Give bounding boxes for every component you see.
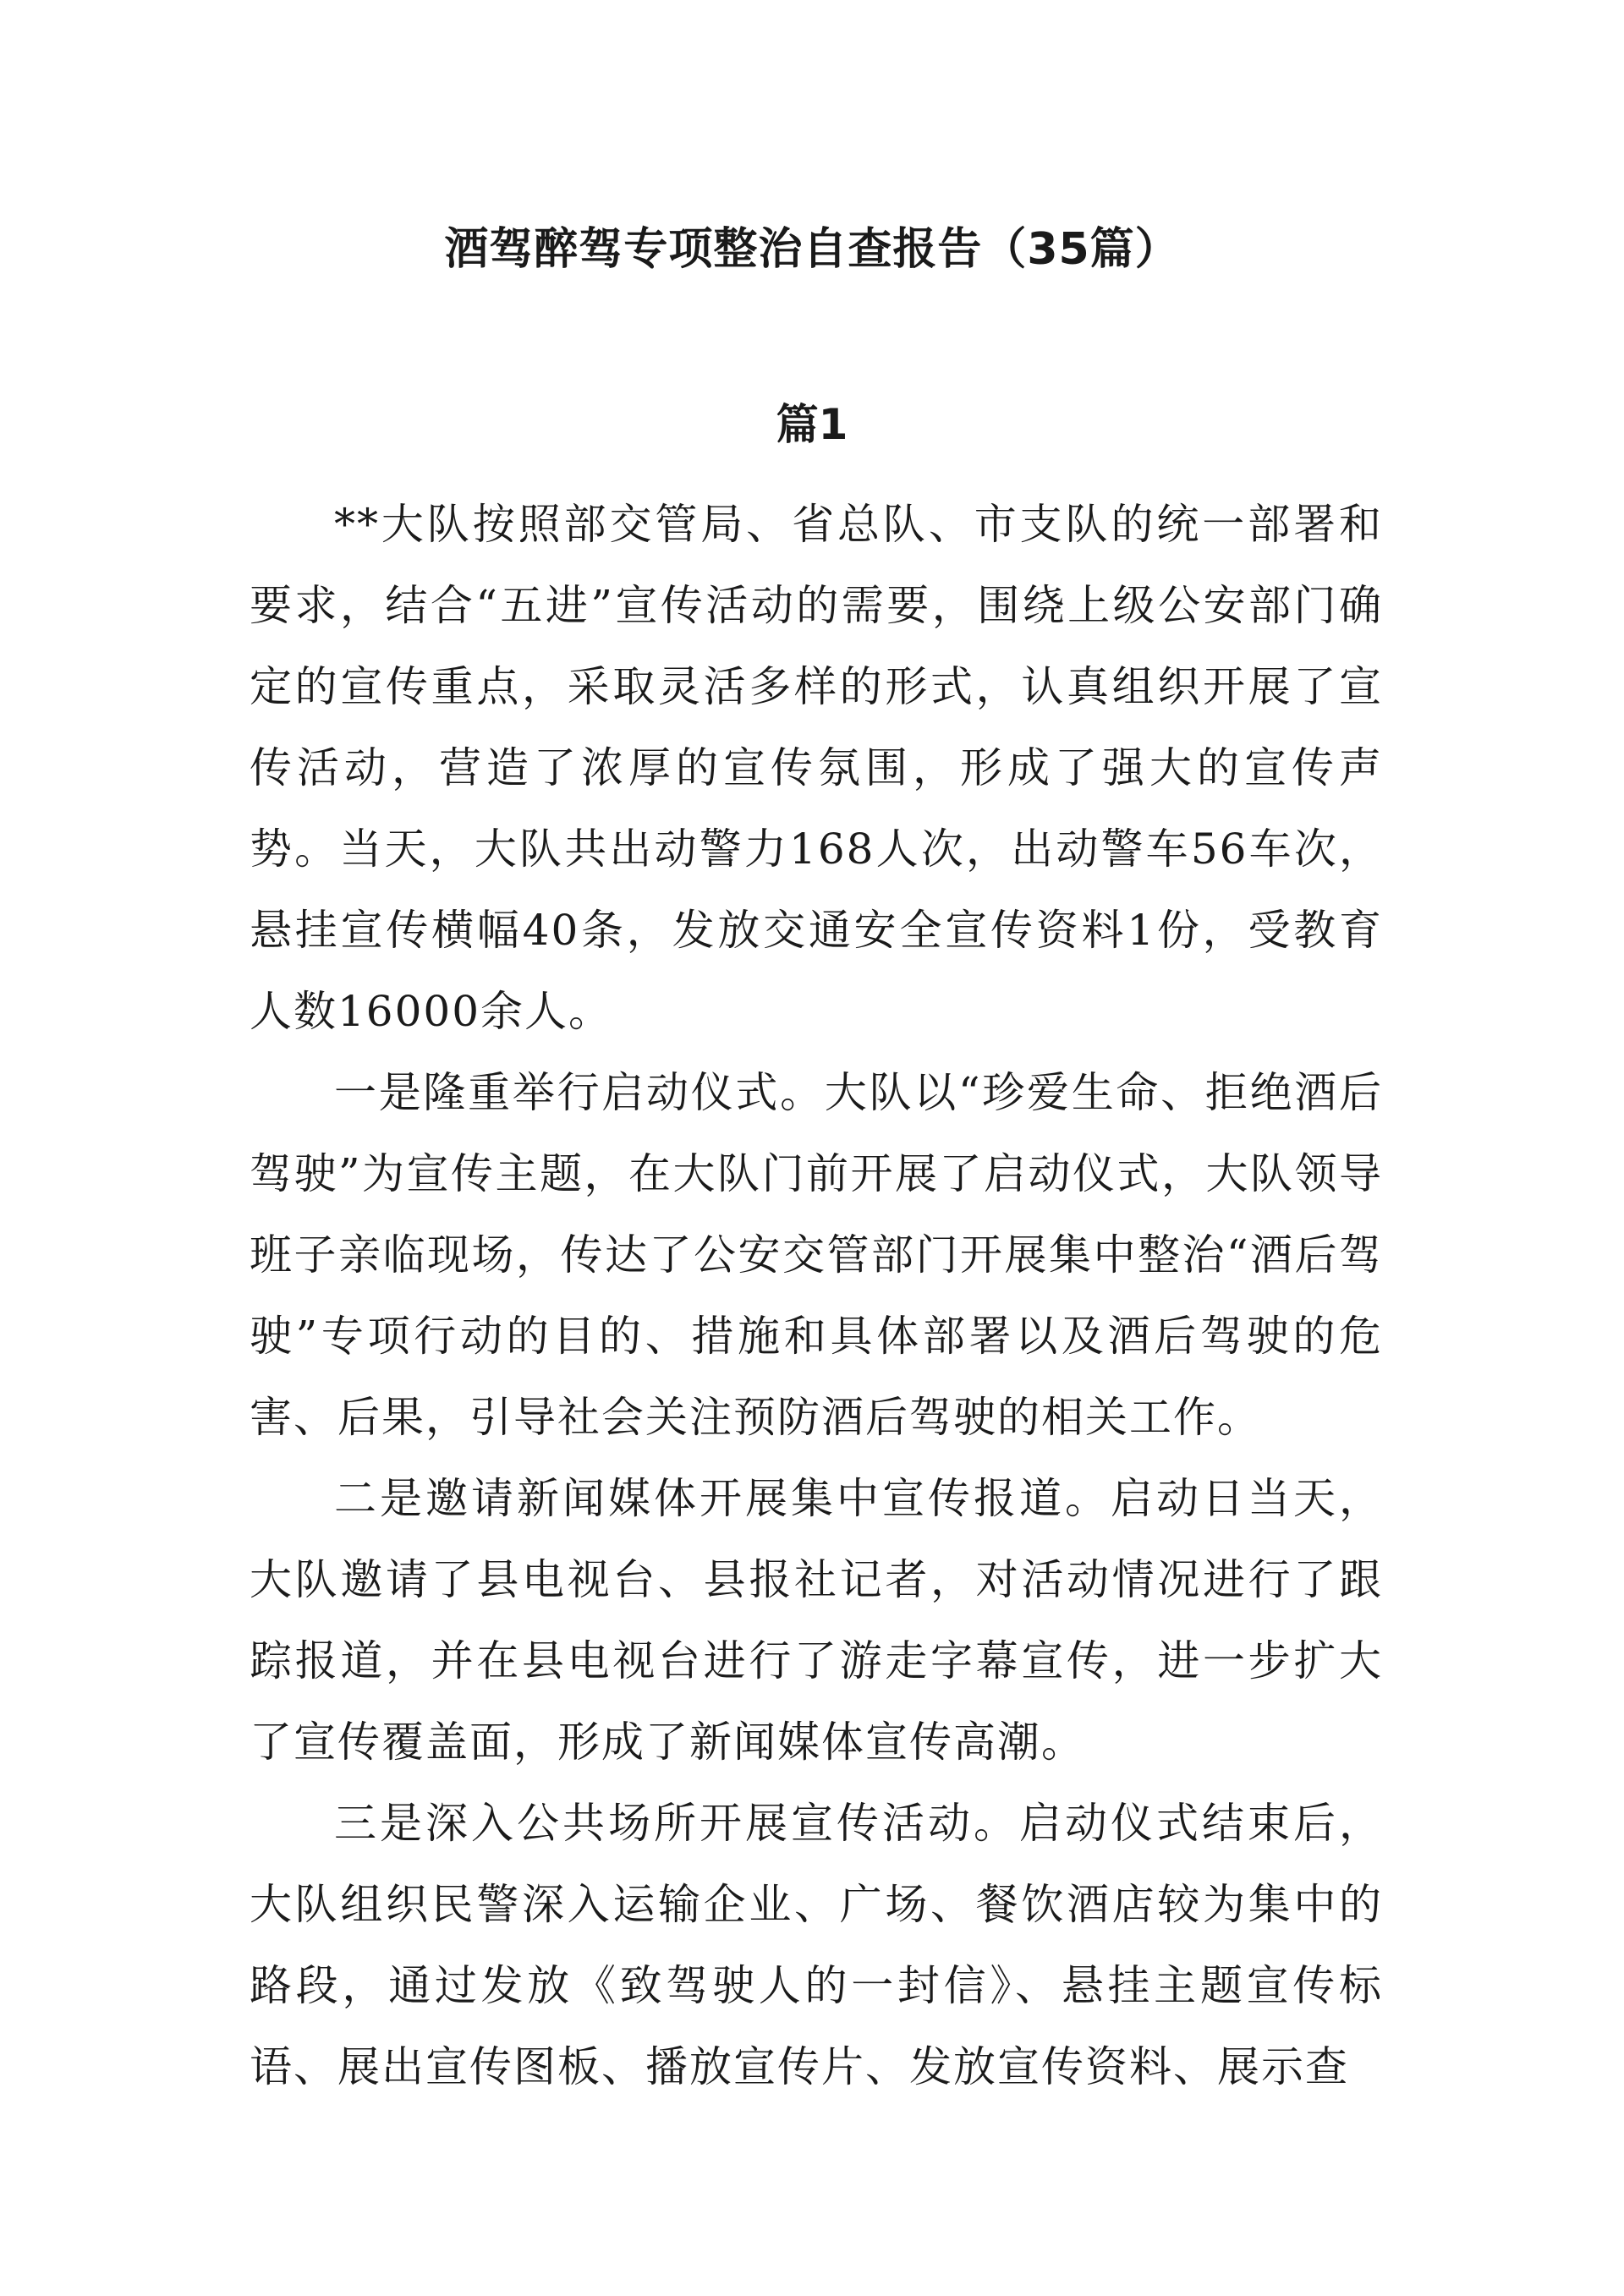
document-body (250, 484, 1383, 2107)
paragraph-intro: **大队按照部交管局、省总队、市支队的统一部署和要求，结合“五进”宣传活动的需要，围绕上级公安部门确定的宣传重点，采取灵活多样的形式，认真组织开展了宣传活动，营造了浓厚的宣传氛围，形成了强大的宣传声势。当天，大队共出动警力168人次，出动警车56车次，悬挂宣传横幅40条，发放交通安全宣传资料1份，受教育人数16000余人。 (250, 500, 1383, 1036)
paragraph-public-places: 三是深入公共场所开展宣传活动。启动仪式结束后，大队组织民警深入运输企业、广场、餐饮酒店较为集中的路段，通过发放《致驾驶人的一封信》、悬挂主题宣传标语、展出宣传图板、播放宣传片、发放宣传资料、展示查 (250, 1799, 1383, 2091)
paragraph-launch-ceremony: 一是隆重举行启动仪式。大队以“珍爱生命、拒绝酒后驾驶”为宣传主题，在大队门前开展了启动仪式，大队领导班子亲临现场，传达了公安交管部门开展集中整治“酒后驾驶”专项行动的目的、措施和具体部署以及酒后驾驶的危害、后果，引导社会关注预防酒后驾驶的相关工作。 (250, 1068, 1383, 1442)
paragraph-media-coverage: 二是邀请新闻媒体开展集中宣传报道。启动日当天，大队邀请了县电视台、县报社记者，对活动情况进行了跟踪报道，并在县电视台进行了游走字幕宣传，进一步扩大了宣传覆盖面，形成了新闻媒体宣传高潮。 (250, 1474, 1383, 1767)
section-title: 篇1 (776, 400, 848, 449)
document-title: 酒驾醉驾专项整治自查报告（35篇） (444, 224, 1180, 275)
